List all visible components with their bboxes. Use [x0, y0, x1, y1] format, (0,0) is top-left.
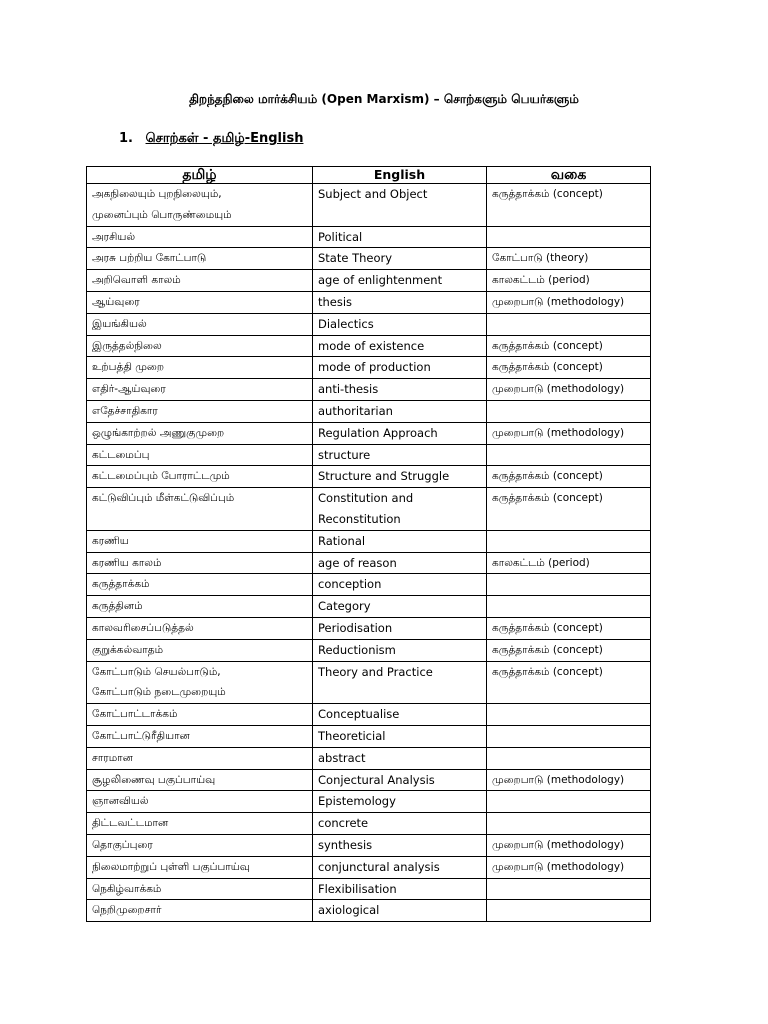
- cell-tamil: [87, 704, 313, 726]
- cell-tamil: [87, 379, 313, 401]
- cell-line: குறுக்கல்வாதம்: [92, 643, 164, 656]
- cell-english: [313, 313, 487, 335]
- cell-line: abstract: [318, 750, 366, 765]
- cell-tamil: [87, 900, 313, 922]
- table-row: [87, 530, 651, 552]
- cell-line: எதேச்சாதிகார: [92, 404, 158, 417]
- cell-line: அறிவொளி காலம்: [92, 274, 181, 287]
- cell-tamil: [87, 813, 313, 835]
- cell-tamil: [87, 530, 313, 552]
- cell-tamil: [87, 335, 313, 357]
- cell-type: முறைபாடு (methodology): [487, 422, 651, 444]
- cell-tamil: [87, 661, 313, 704]
- table-row: [87, 725, 651, 747]
- cell-line: அகநிலையும் புறநிலையும்,: [92, 188, 222, 200]
- cell-english: [313, 661, 487, 704]
- table-row: [87, 661, 651, 704]
- cell-line: நெகிழ்வாக்கம்: [92, 882, 162, 895]
- cell-line: உற்பத்தி முறை: [92, 361, 165, 374]
- cell-english: [313, 444, 487, 466]
- cell-line: Political: [318, 229, 363, 244]
- cell-tamil: [87, 400, 313, 422]
- cell-english: [313, 747, 487, 769]
- cell-line: Periodisation: [318, 620, 393, 635]
- table-body: [87, 184, 651, 922]
- cell-english: [313, 552, 487, 574]
- table-row: [87, 313, 651, 335]
- table-row: [87, 813, 651, 835]
- cell-line: synthesis: [318, 837, 373, 852]
- cell-line: thesis: [318, 294, 353, 309]
- table-row: [87, 791, 651, 813]
- cell-type: [487, 596, 651, 618]
- cell-line: Regulation Approach: [318, 425, 438, 440]
- cell-tamil: [87, 226, 313, 248]
- cell-english: [313, 335, 487, 357]
- cell-line: Subject and Object: [318, 187, 428, 201]
- cell-line: Category: [318, 599, 371, 614]
- table-row: [87, 574, 651, 596]
- cell-type: [487, 574, 651, 596]
- table-row: [87, 856, 651, 878]
- cell-tamil: [87, 313, 313, 335]
- cell-tamil: [87, 639, 313, 661]
- cell-type: [487, 226, 651, 248]
- cell-tamil: [87, 747, 313, 769]
- cell-english: [313, 530, 487, 552]
- table-row: [87, 639, 651, 661]
- cell-line: State Theory: [318, 251, 393, 266]
- cell-line: mode of production: [318, 360, 431, 375]
- table-row: [87, 488, 651, 531]
- header-english: English: [313, 167, 487, 184]
- cell-line: authoritarian: [318, 403, 393, 418]
- cell-type: கருத்தாக்கம் (concept): [487, 357, 651, 379]
- cell-type: [487, 530, 651, 552]
- cell-type: கருத்தாக்கம் (concept): [487, 466, 651, 488]
- cell-type: கருத்தாக்கம் (concept): [487, 661, 651, 704]
- cell-type: [487, 878, 651, 900]
- header-tamil: தமிழ்: [87, 167, 313, 184]
- section-number: 1.: [119, 131, 133, 146]
- cell-type: [487, 791, 651, 813]
- cell-english: [313, 488, 487, 531]
- cell-english: [313, 291, 487, 313]
- cell-type: காலகட்டம் (period): [487, 552, 651, 574]
- table-row: [87, 379, 651, 401]
- table-header-row: [87, 167, 651, 184]
- cell-line: Reductionism: [318, 642, 396, 657]
- cell-tamil: [87, 574, 313, 596]
- cell-type: முறைபாடு (methodology): [487, 834, 651, 856]
- cell-line: தொகுப்புரை: [92, 838, 153, 851]
- cell-english: [313, 184, 487, 227]
- section-title: சொற்கள் - தமிழ்-English: [145, 131, 304, 146]
- cell-english: [313, 856, 487, 878]
- table-row: [87, 226, 651, 248]
- cell-line: கட்டமைப்பும் போராட்டமும்: [92, 470, 230, 483]
- cell-line: கோட்பாடும் செயல்பாடும்,: [92, 665, 221, 678]
- cell-tamil: [87, 291, 313, 313]
- cell-english: [313, 725, 487, 747]
- cell-line: concrete: [318, 816, 369, 831]
- cell-english: [313, 466, 487, 488]
- cell-tamil: [87, 488, 313, 531]
- table-row: [87, 184, 651, 227]
- table-row: [87, 466, 651, 488]
- cell-type: [487, 704, 651, 726]
- cell-line: நெறிமுறைசார்: [92, 904, 162, 917]
- table-row: [87, 248, 651, 270]
- cell-line: கோட்பாடும் நடைமுறையும்: [92, 686, 226, 699]
- cell-line: age of enlightenment: [318, 273, 443, 288]
- cell-tamil: [87, 878, 313, 900]
- cell-english: [313, 791, 487, 813]
- cell-english: [313, 248, 487, 270]
- cell-tamil: [87, 184, 313, 227]
- table-row: [87, 617, 651, 639]
- cell-tamil: [87, 834, 313, 856]
- cell-tamil: [87, 444, 313, 466]
- table-row: [87, 596, 651, 618]
- cell-english: [313, 270, 487, 292]
- cell-tamil: [87, 248, 313, 270]
- cell-english: [313, 422, 487, 444]
- cell-type: [487, 813, 651, 835]
- cell-line: Conceptualise: [318, 707, 400, 722]
- cell-tamil: [87, 270, 313, 292]
- cell-line: ஞானவியல்: [92, 795, 149, 808]
- cell-type: [487, 444, 651, 466]
- table-row: [87, 444, 651, 466]
- cell-tamil: [87, 422, 313, 444]
- cell-english: [313, 878, 487, 900]
- cell-tamil: [87, 466, 313, 488]
- cell-line: ஒழுங்காற்றல் அணுகுமுறை: [92, 426, 225, 439]
- cell-line: கட்டமைப்பு: [92, 448, 150, 461]
- cell-tamil: [87, 357, 313, 379]
- cell-english: [313, 226, 487, 248]
- cell-english: [313, 596, 487, 618]
- cell-english: [313, 617, 487, 639]
- table-row: [87, 357, 651, 379]
- cell-english: [313, 379, 487, 401]
- table-row: [87, 552, 651, 574]
- cell-line: கோட்பாட்டுரீதியான: [92, 729, 190, 742]
- cell-line: Rational: [318, 533, 366, 548]
- cell-type: [487, 313, 651, 335]
- cell-type: [487, 747, 651, 769]
- cell-type: காலகட்டம் (period): [487, 270, 651, 292]
- glossary-table: [86, 166, 651, 922]
- cell-tamil: [87, 617, 313, 639]
- table-row: [87, 900, 651, 922]
- cell-type: கோட்பாடு (theory): [487, 248, 651, 270]
- cell-type: முறைபாடு (methodology): [487, 769, 651, 791]
- cell-line: திட்டவட்டமான: [92, 817, 169, 830]
- table-row: [87, 834, 651, 856]
- cell-tamil: [87, 552, 313, 574]
- cell-type: [487, 900, 651, 922]
- cell-type: கருத்தாக்கம் (concept): [487, 488, 651, 531]
- cell-line: முனைப்பும் பொருண்மையும்: [92, 208, 232, 221]
- cell-line: காலவரிசைப்படுத்தல்: [92, 621, 194, 634]
- cell-type: கருத்தாக்கம் (concept): [487, 184, 651, 227]
- cell-line: இருத்தல்நிலை: [92, 339, 162, 352]
- cell-line: கோட்பாட்டாக்கம்: [92, 708, 178, 721]
- cell-english: [313, 813, 487, 835]
- cell-english: [313, 900, 487, 922]
- cell-line: அரசு பற்றிய கோட்பாடு: [92, 252, 207, 265]
- cell-line: Reconstitution: [318, 511, 401, 526]
- table-row: [87, 704, 651, 726]
- cell-line: conjunctural analysis: [318, 859, 440, 874]
- cell-line: axiological: [318, 903, 380, 918]
- cell-line: Conjectural Analysis: [318, 772, 435, 787]
- table-row: [87, 747, 651, 769]
- page-title: திறந்தநிலை மார்க்சியம் (Open Marxism) – சொற்களும் பெயர்களும்: [189, 92, 579, 106]
- cell-tamil: [87, 725, 313, 747]
- cell-line: mode of existence: [318, 338, 425, 353]
- table-row: [87, 270, 651, 292]
- cell-line: நிலைமாற்றுப் புள்ளி பகுப்பாய்வு: [92, 860, 250, 873]
- table-row: [87, 769, 651, 791]
- table-row: [87, 291, 651, 313]
- cell-line: Dialectics: [318, 316, 374, 331]
- cell-line: கரணிய: [92, 534, 129, 547]
- cell-line: சூழலிணைவு பகுப்பாய்வு: [92, 773, 216, 786]
- cell-tamil: [87, 791, 313, 813]
- cell-line: Theoreticial: [318, 728, 386, 743]
- cell-line: இயங்கியல்: [92, 317, 147, 330]
- cell-type: [487, 725, 651, 747]
- table-row: [87, 335, 651, 357]
- cell-line: ஆய்வுரை: [92, 295, 140, 308]
- cell-tamil: [87, 596, 313, 618]
- cell-line: கருத்தினம்: [92, 600, 143, 613]
- cell-line: Theory and Practice: [318, 664, 433, 679]
- cell-type: கருத்தாக்கம் (concept): [487, 335, 651, 357]
- cell-line: சாரமான: [92, 751, 133, 764]
- cell-type: கருத்தாக்கம் (concept): [487, 639, 651, 661]
- table-row: [87, 400, 651, 422]
- cell-english: [313, 574, 487, 596]
- cell-line: Epistemology: [318, 794, 396, 809]
- cell-line: கரணிய காலம்: [92, 556, 162, 569]
- cell-english: [313, 704, 487, 726]
- cell-line: anti-thesis: [318, 382, 379, 397]
- cell-line: age of reason: [318, 555, 397, 570]
- cell-english: [313, 834, 487, 856]
- header-type: வகை: [487, 167, 651, 184]
- cell-english: [313, 357, 487, 379]
- cell-type: முறைபாடு (methodology): [487, 856, 651, 878]
- cell-tamil: [87, 769, 313, 791]
- cell-type: முறைபாடு (methodology): [487, 379, 651, 401]
- cell-line: Structure and Struggle: [318, 469, 450, 484]
- table-row: [87, 878, 651, 900]
- cell-english: [313, 769, 487, 791]
- section-heading: [119, 131, 303, 147]
- cell-type: [487, 400, 651, 422]
- table-row: [87, 422, 651, 444]
- cell-type: முறைபாடு (methodology): [487, 291, 651, 313]
- cell-line: அரசியல்: [92, 230, 136, 243]
- cell-tamil: [87, 856, 313, 878]
- cell-english: [313, 400, 487, 422]
- cell-type: கருத்தாக்கம் (concept): [487, 617, 651, 639]
- cell-line: எதிர்-ஆய்வுரை: [92, 383, 166, 396]
- cell-line: structure: [318, 447, 371, 462]
- cell-line: Constitution and: [318, 491, 414, 506]
- cell-line: conception: [318, 577, 382, 592]
- cell-line: கருத்தாக்கம்: [92, 578, 150, 591]
- cell-line: Flexibilisation: [318, 881, 397, 896]
- cell-line: கட்டுவிப்பும் மீள்கட்டுவிப்பும்: [92, 492, 235, 505]
- cell-english: [313, 639, 487, 661]
